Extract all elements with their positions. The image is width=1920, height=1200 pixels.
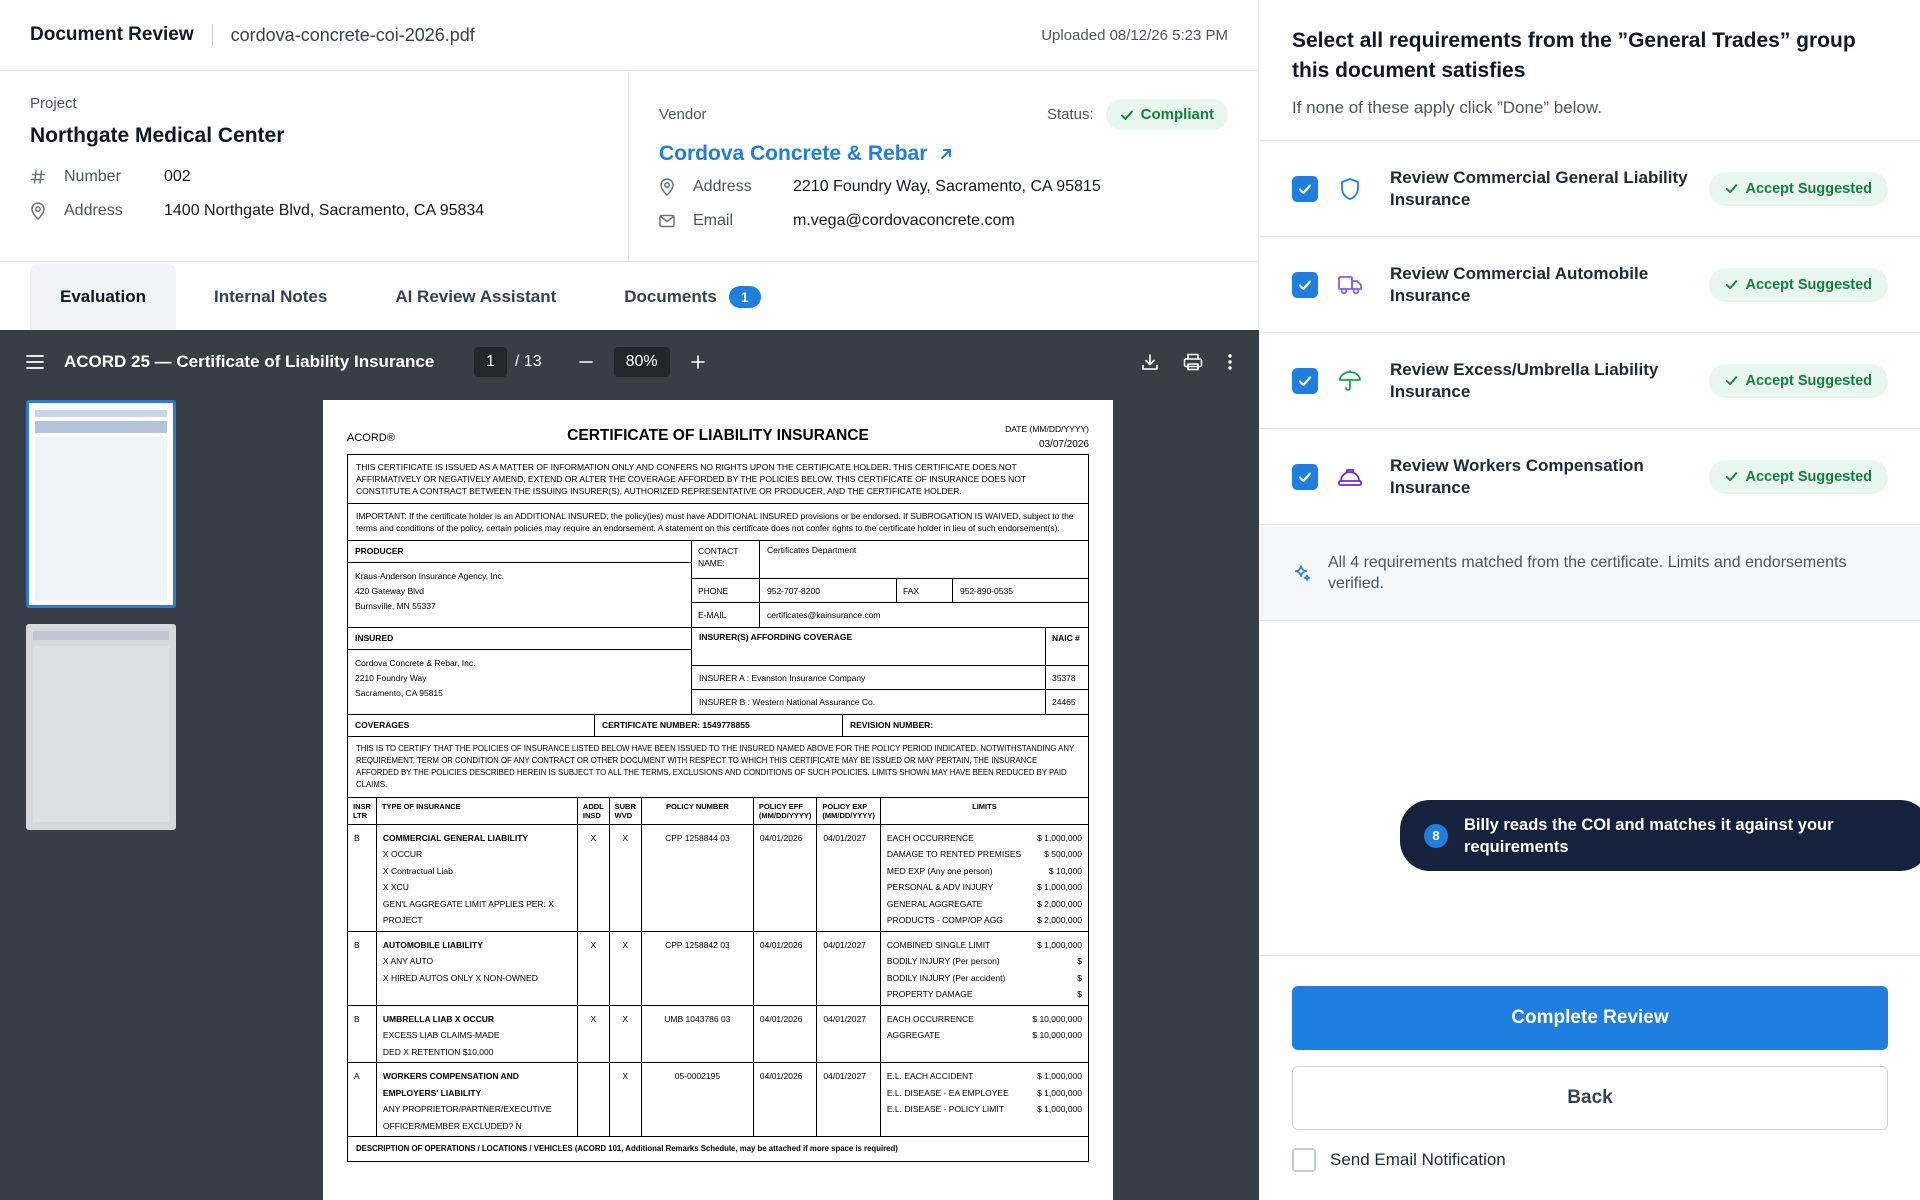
limit-label: BODILY INJURY (Per accident) [886,972,1006,983]
vendor-email-row [659,204,1228,238]
tab-internal-notes[interactable] [184,264,357,330]
coverage-type-line: EMPLOYERS' LIABILITY [382,1087,482,1098]
insured-row [348,628,1088,715]
certificate-date-block [1005,422,1089,452]
fax-label: FAX [897,579,953,602]
limit-value: $ 1,000,000 [1037,832,1082,843]
requirements-panel [1260,0,1920,1200]
limit-label: BODILY INJURY (Per person) [886,956,1000,966]
requirement-checkbox[interactable] [1292,464,1318,490]
coverage-type-line: X ANY AUTO [382,956,434,966]
coverage-type-line: EXCESS LIAB CLAIMS-MADE [382,1030,500,1040]
coverage-cell-addl: X [577,824,609,931]
producer-line-1: Kraus-Anderson Insurance Agency, Inc. [355,570,505,581]
limit-line [887,879,1082,896]
document-header [0,0,1258,71]
insured-line-1: Cordova Concrete & Rebar, Inc. [355,657,476,668]
coverage-cell-policy: CPP 1258842 03 [641,931,753,1005]
producer-line-2: 420 Gateway Blvd [355,585,424,596]
tab-documents-label: Documents [624,287,717,306]
coverage-cell-policy: UMB 1043786 03 [641,1005,753,1063]
accept-suggested-button[interactable] [1709,460,1889,494]
coverage-cell-subr: X [609,1005,641,1063]
certificate-date: 03/07/2026 [1038,439,1089,450]
mail-icon [659,214,681,228]
panel-question: Select all requirements from the ”General Trades” group this document satisfies [1292,29,1856,82]
zoom-in-icon[interactable] [690,354,706,370]
accept-suggested-button[interactable] [1709,268,1889,302]
vendor-link[interactable] [659,142,1228,166]
check-icon [1297,181,1313,197]
viewer-document-title: ACORD 25 — Certificate of Liability Insurance [64,352,435,371]
coverage-cell-policy: 05-0002195 [641,1063,753,1137]
requirement-checkbox[interactable] [1292,368,1318,394]
insurer-a: INSURER A : Evanston Insurance Company [692,666,1046,689]
limit-value: $ 10,000,000 [1032,1030,1082,1040]
print-icon[interactable] [1183,353,1203,371]
location-pin-icon [30,202,52,220]
panel-subtitle: If none of these apply click ”Done” below. [1292,98,1602,117]
zoom-controls [578,347,706,377]
coverage-cell-eff: 04/01/2026 [753,1005,817,1063]
coverage-type [376,931,577,1005]
limit-value: $ 1,000,000 [1037,1071,1082,1081]
col-exp: POLICY EXP (MM/DD/YYYY) [817,798,881,825]
coverage-cell-subr: X [609,824,641,931]
check-icon [1725,182,1738,195]
naic-label: NAIC # [1052,633,1080,643]
pdf-viewer [0,330,1259,1200]
limit-line [887,970,1082,987]
coverage-table [348,798,1088,1138]
limit-label: MED EXP (Any one person) [886,865,993,876]
project-address-row [30,194,598,228]
requirement-label: Review Commercial Automobile Insurance [1390,263,1649,305]
limit-value: $ 10,000,000 [1032,1013,1082,1024]
tab-ai-review-assistant[interactable] [365,264,586,330]
contact-label: CONTACT NAME: [692,541,760,578]
acord-logo: ACORD® [347,432,395,444]
col-ltr: INSR LTR [348,798,376,825]
page-title: Document Review [30,24,194,45]
limit-value: $ 1,000,000 [1037,882,1082,892]
coverage-type-line: X Contractual Liab [382,865,453,876]
info-panel [0,71,1258,262]
status-text: Compliant [1140,106,1214,123]
coverage-cell-addl [577,1063,609,1137]
limit-label: COMBINED SINGLE LIMIT [886,939,991,950]
coverage-cell-eff: 04/01/2026 [753,1063,817,1137]
back-button[interactable]: Back [1292,1066,1888,1130]
check-icon [1297,469,1313,485]
menu-icon[interactable] [26,354,44,370]
header-divider [212,24,213,46]
email-notification-checkbox[interactable] [1292,1148,1316,1172]
status-badge [1106,99,1228,130]
col-eff: POLICY EFF (MM/DD/YYYY) [753,798,817,825]
more-options-icon[interactable] [1227,353,1233,371]
document-filename: cordova-concrete-coi-2026.pdf [230,24,475,45]
sparkle-icon [1292,563,1312,583]
accept-suggested-label: Accept Suggested [1745,276,1872,293]
limit-line [887,863,1082,880]
requirement-row[interactable] [1260,237,1920,333]
contact-name: Certificates Department [767,545,857,555]
certificate-notice: THIS CERTIFICATE IS ISSUED AS A MATTER OF INFORMATION ONLY AND CONFERS NO RIGHTS UPON THE CERTIFICATE HOLDER. THIS CERTIFICATE DOES NOT AFFIRMATIVELY OR NEGATIVELY AMEND, EXTEND OR ALTER THE COVERAGE AFFORDED BY THE POLICIES BELOW. THIS CERTIFICATE OF INSURANCE DOES NOT CONSTITUTE A CONTRACT BETWEEN THE ISSUING INSURER(S), AUTHORIZED REPRESENTATIVE OR PRODUCER, AND THE CERTIFICATE HOLDER. [348,455,1088,504]
limit-line [887,1011,1082,1028]
vendor-name[interactable]: Cordova Concrete & Rebar [659,142,928,165]
limit-value: $ 10,000 [1048,865,1082,876]
col-subr: SUBR WVD [609,798,641,825]
email-notification-toggle[interactable] [1292,1148,1888,1172]
coverage-type-line: GEN'L AGGREGATE LIMIT APPLIES PER: X [382,898,554,909]
coverage-type-line: OFFICER/MEMBER EXCLUDED? N [382,1120,522,1131]
date-label: DATE (MM/DD/YYYY) [1005,424,1089,434]
col-limits: LIMITS [972,801,997,811]
producer-cell [348,541,692,627]
insured-label: INSURED [348,628,691,650]
coverage-limits [880,824,1088,931]
limit-label: AGGREGATE [886,1030,941,1040]
limit-line [887,937,1082,954]
limit-line [887,1101,1082,1118]
limit-line [887,846,1082,863]
coverage-cell-ltr: A [348,1063,376,1137]
accept-suggested-button[interactable] [1709,364,1889,398]
limit-line [887,1068,1082,1085]
coverage-row [348,931,1088,1005]
limit-value: $ 1,000,000 [1037,1087,1082,1098]
umbrella-icon [1336,369,1364,393]
coverage-cell-policy: CPP 1258844 03 [641,824,753,931]
check-icon [1725,470,1738,483]
requirement-checkbox[interactable] [1292,176,1318,202]
requirement-list [1260,140,1920,525]
coverage-type [376,1063,577,1137]
project-address: 1400 Northgate Blvd, Sacramento, CA 95834 [164,202,485,219]
shield-icon [1336,177,1364,201]
tab-bar [0,262,1258,330]
coverage-type-line: AUTOMOBILE LIABILITY [382,939,483,950]
coverage-type [376,824,577,931]
check-icon [1725,374,1738,387]
coverage-cell-addl: X [577,931,609,1005]
limit-label: GENERAL AGGREGATE [886,898,983,909]
requirement-checkbox[interactable] [1292,272,1318,298]
tab-internal-notes-label: Internal Notes [213,287,328,306]
project-number-label: Number [64,168,121,185]
producer-line-3: Burnsville, MN 55337 [355,600,436,611]
zoom-out-icon[interactable] [578,354,594,370]
revision-number: REVISION NUMBER: [850,720,934,730]
coverages-label: COVERAGES [348,715,595,736]
step-number-badge: 8 [1424,824,1448,848]
limit-value: $ 1,000,000 [1037,1104,1082,1114]
col-policy: POLICY NUMBER [641,798,753,825]
limit-label: EACH OCCURRENCE [886,1013,974,1024]
truck-icon [1336,274,1364,296]
coverage-type-line: X OCCUR [382,849,423,859]
producer-label: PRODUCER [348,541,691,563]
page-thumbnail-1[interactable] [26,400,176,608]
coverage-row [348,824,1088,931]
limit-label: E.L. DISEASE - POLICY LIMIT [886,1104,1004,1114]
vendor-email-label: Email [693,212,734,229]
insurers-cell [692,628,1088,714]
status-label: Status: [1046,106,1094,123]
coverage-limits [880,1063,1088,1137]
coverage-cell-subr: X [609,931,641,1005]
description-label: DESCRIPTION OF OPERATIONS / LOCATIONS / VEHICLES (ACORD 101, Additional Remarks Schedule, may be attached if more space is required) [356,1144,898,1153]
external-link-icon[interactable] [939,147,953,161]
limit-value: $ 2,000,000 [1037,915,1082,925]
limit-line [887,953,1082,970]
naic-b: 24465 [1052,697,1076,707]
zoom-level[interactable]: 80% [614,347,670,377]
upload-timestamp: Uploaded 08/12/26 5:23 PM [1041,26,1228,44]
vendor-label: Vendor [659,106,707,123]
requirement-row[interactable] [1260,333,1920,429]
certificate-title: CERTIFICATE OF LIABILITY INSURANCE [567,427,869,444]
coverage-type [376,1005,577,1063]
documents-count-badge: 1 [729,286,761,308]
limit-label: PERSONAL & ADV INJURY [886,882,994,892]
viewer-actions [1141,353,1233,371]
project-number-row [30,160,598,194]
coverage-type-line: ANY PROPRIETOR/PARTNER/EXECUTIVE [382,1104,552,1114]
limit-label: DAMAGE TO RENTED PREMISES [886,849,1022,859]
vendor-header-row [659,99,1228,130]
accept-suggested-label: Accept Suggested [1745,180,1872,197]
insured-line-2: 2210 Foundry Way [355,672,427,683]
fax-value: 952-890-0535 [960,585,1013,596]
limit-value: $ [1077,972,1082,983]
limit-value: $ 500,000 [1044,849,1082,859]
coverage-cell-ltr: B [348,931,376,1005]
limit-value: $ 2,000,000 [1037,898,1082,909]
email-notification-label: Send Email Notification [1330,1150,1506,1169]
page-total: / 13 [514,353,542,370]
insurer-b: INSURER B : Western National Assurance Co. [692,690,1046,714]
accept-suggested-button[interactable] [1709,172,1889,206]
limit-line [887,896,1082,913]
coverage-row [348,1005,1088,1063]
project-card [0,71,629,261]
certificate-important: IMPORTANT: If the certificate holder is an ADDITIONAL INSURED, the policy(ies) must have ADDITIONAL INSURED provisions or be endorsed. If SUBROGATION IS WAIVED, subject to the terms and conditions of the policy, certain policies may require an endorsement. A statement on this certificate does not confer rights to the certificate holder in lieu of such endorsement(s). [348,504,1088,541]
tab-documents[interactable] [594,264,790,330]
limit-label: EACH OCCURRENCE [886,832,974,843]
coverage-cell-exp: 04/01/2027 [817,824,881,931]
limit-label: PROPERTY DAMAGE [886,989,973,999]
coverage-header-row [348,798,1088,825]
insured-cell [348,628,692,714]
coverage-rows [348,824,1088,1137]
location-pin-icon [659,178,681,196]
limit-line [887,1027,1082,1044]
phone-label: PHONE [692,579,760,602]
limit-value: $ [1077,989,1082,999]
insurers-label: INSURER(S) AFFORDING COVERAGE [692,628,1046,665]
panel-header [1260,0,1920,118]
coverage-type-line: COMMERCIAL GENERAL LIABILITY [382,832,529,843]
page-thumbnail-2[interactable] [26,624,176,830]
insured-line-3: Sacramento, CA 95815 [355,687,443,698]
project-number: 002 [164,168,191,185]
coverage-cell-exp: 04/01/2027 [817,1063,881,1137]
coverage-cell-subr: X [609,1063,641,1137]
project-address-label: Address [64,202,123,219]
col-addl: ADDL INSD [577,798,609,825]
limit-line [887,912,1082,929]
download-icon[interactable] [1141,353,1159,371]
coverage-type-line: UMBRELLA LIAB X OCCUR [382,1013,495,1024]
coverage-type-line: X HIRED AUTOS ONLY X NON-OWNED [382,972,538,983]
email-value: certificates@kainsurance.com [767,610,881,620]
phone-value: 952-707-8200 [760,579,897,602]
requirement-label: Review Excess/Umbrella Liability Insurance [1390,359,1659,401]
requirement-label: Review Workers Compensation Insurance [1390,455,1644,497]
tab-evaluation[interactable] [30,264,176,330]
accept-suggested-label: Accept Suggested [1745,372,1872,389]
limit-value: $ 1,000,000 [1037,939,1082,950]
limit-line [887,986,1082,1003]
page-number-input[interactable]: 1 [474,347,507,377]
certificate-number: CERTIFICATE NUMBER: 1549778855 [595,715,843,736]
email-label: E-MAIL [692,603,760,627]
limit-label: E.L. DISEASE - EA EMPLOYEE [886,1087,1009,1098]
coverage-cell-eff: 04/01/2026 [753,931,817,1005]
contact-cell [692,541,1088,627]
vendor-address-row [659,170,1228,204]
vendor-address: 2210 Foundry Way, Sacramento, CA 95815 [793,178,1101,195]
certificate-table [347,454,1089,1162]
coverage-type-line: DED X RETENTION $10,000 [382,1046,494,1057]
limit-label: E.L. EACH ACCIDENT [886,1071,974,1081]
pdf-page [323,400,1113,1200]
requirement-row[interactable] [1260,429,1920,525]
coverage-limits [880,931,1088,1005]
col-type: TYPE OF INSURANCE [376,798,577,825]
coverage-row [348,1063,1088,1137]
project-name: Northgate Medical Center [30,124,285,147]
coverage-cell-ltr: B [348,1005,376,1063]
check-icon [1297,373,1313,389]
complete-review-button[interactable]: Complete Review [1292,986,1888,1050]
vendor-address-label: Address [693,178,752,195]
viewer-toolbar [0,330,1259,394]
match-summary [1260,525,1920,621]
naic-a: 35378 [1052,672,1076,683]
limit-line [887,1085,1082,1102]
vendor-email[interactable]: m.vega@cordovaconcrete.com [793,212,1015,229]
requirement-label: Review Commercial General Liability Insurance [1390,167,1688,209]
limit-value: $ [1077,956,1082,966]
tab-ai-review-assistant-label: AI Review Assistant [395,287,557,306]
coverage-cell-ltr: B [348,824,376,931]
coverage-cell-eff: 04/01/2026 [753,824,817,931]
project-label: Project [30,95,77,112]
coverage-limits [880,1005,1088,1063]
hardhat-icon [1336,466,1364,488]
summary-text: All 4 requirements matched from the certificate. Limits and endorsements verified. [1328,553,1847,592]
vendor-card [629,71,1258,261]
guide-tooltip [1400,800,1920,871]
limit-line [887,830,1082,847]
tooltip-text: Billy reads the COI and matches it against your requirements [1464,815,1834,856]
tab-evaluation-label: Evaluation [60,287,146,306]
limit-label: PRODUCTS - COMP/OP AGG [886,915,1003,925]
coverage-type-line: PROJECT [382,915,423,925]
certify-statement: THIS IS TO CERTIFY THAT THE POLICIES OF INSURANCE LISTED BELOW HAVE BEEN ISSUED TO THE INSURED NAMED ABOVE FOR THE POLICY PERIOD INDICATED. NOTWITHSTANDING ANY REQUIREMENT, TERM OR CONDITION OF ANY CONTRACT OR OTHER DOCUMENT WITH RESPECT TO WHICH THIS CERTIFICATE MAY BE ISSUED OR MAY PERTAIN, THE INSURANCE AFFORDED BY THE POLICIES DESCRIBED HEREIN IS SUBJECT TO ALL THE TERMS, EXCLUSIONS AND CONDITIONS OF SUCH POLICIES. LIMITS SHOWN MAY HAVE BEEN REDUCED BY PAID CLAIMS. [348,737,1088,798]
check-icon [1297,277,1313,293]
accept-suggested-label: Accept Suggested [1745,468,1872,485]
hash-icon [30,169,52,185]
coverage-cell-exp: 04/01/2027 [817,931,881,1005]
coverage-cell-addl: X [577,1005,609,1063]
producer-row [348,541,1088,628]
check-icon [1120,108,1134,122]
coverage-cell-exp: 04/01/2027 [817,1005,881,1063]
coverage-type-line: WORKERS COMPENSATION AND [382,1071,519,1081]
check-icon [1725,278,1738,291]
coverages-row [348,715,1088,737]
panel-footer [1260,955,1920,1172]
requirement-row[interactable] [1260,141,1920,237]
coverage-type-line: X XCU [382,882,409,892]
